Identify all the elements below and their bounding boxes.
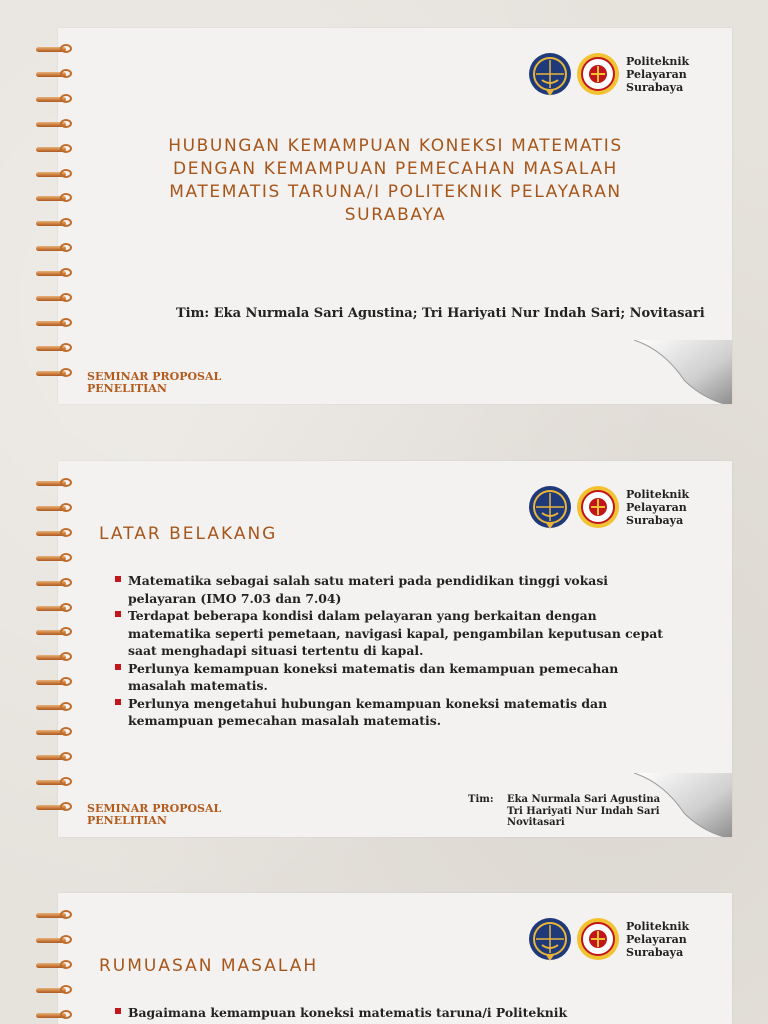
- seminar-line1: SEMINAR PROPOSAL: [87, 370, 222, 383]
- team-member-1: Eka Nurmala Sari Agustina: [507, 794, 661, 805]
- binding-ring-icon: [36, 478, 78, 488]
- team-member-3: Novitasari: [507, 817, 565, 828]
- binding-ring-icon: [36, 627, 78, 637]
- institution-logos: [528, 485, 689, 529]
- institution-name: [626, 920, 689, 959]
- binding-ring-icon: [36, 503, 78, 513]
- binding-ring-icon: [36, 293, 78, 303]
- polytechnic-logo-icon: [576, 917, 620, 961]
- binding-ring-icon: [36, 1010, 78, 1020]
- binding-ring-icon: [36, 193, 78, 203]
- ministry-logo-icon: [528, 52, 572, 96]
- slide-1: [58, 28, 732, 404]
- institution-logos: [528, 917, 689, 961]
- binding-ring-icon: [36, 119, 78, 129]
- institution-name: [626, 488, 689, 527]
- binding-ring-icon: [36, 727, 78, 737]
- binding-ring-icon: [36, 169, 78, 179]
- bullet-square-icon: [115, 576, 121, 582]
- list-item: [114, 1004, 674, 1022]
- binding-ring-icon: [36, 777, 78, 787]
- institution-line3: Surabaya: [626, 513, 684, 527]
- list-item: [114, 695, 674, 730]
- list-item: [114, 607, 674, 660]
- binding-ring-icon: [36, 553, 78, 563]
- binding-ring-icon: [36, 578, 78, 588]
- seminar-line2: PENELITIAN: [87, 382, 167, 395]
- binding-ring-icon: [36, 752, 78, 762]
- spiral-binding-slide-3: [36, 910, 86, 1024]
- bullet-list: [114, 572, 674, 730]
- institution-line2: Pelayaran: [626, 500, 687, 514]
- slide-2: [58, 461, 732, 837]
- binding-ring-icon: [36, 94, 78, 104]
- bullet-text: Bagaimana kemampuan koneksi matematis taruna/i Politeknik: [128, 1005, 568, 1020]
- institution-line2: Pelayaran: [626, 67, 687, 81]
- binding-ring-icon: [36, 318, 78, 328]
- binding-ring-icon: [36, 343, 78, 353]
- page-curl-icon: [634, 340, 732, 404]
- binding-ring-icon: [36, 268, 78, 278]
- seminar-line1: SEMINAR PROPOSAL: [87, 802, 222, 815]
- list-item: [114, 660, 674, 695]
- binding-ring-icon: [36, 802, 78, 812]
- seminar-line2: PENELITIAN: [87, 814, 167, 827]
- title-line-2: DENGAN KEMAMPUAN PEMECAHAN MASALAH: [173, 159, 618, 179]
- team-authors: Tim: Eka Nurmala Sari Agustina; Tri Hariyati Nur Indah Sari; Novitasari: [176, 306, 705, 321]
- binding-ring-icon: [36, 702, 78, 712]
- bullet-square-icon: [115, 611, 121, 617]
- presentation-title: [128, 135, 663, 227]
- bullet-list: [114, 1004, 674, 1022]
- title-line-3: MATEMATIS TARUNA/I POLITEKNIK PELAYARAN: [169, 182, 622, 202]
- institution-line3: Surabaya: [626, 80, 684, 94]
- bullet-square-icon: [115, 1008, 121, 1014]
- institution-line1: Politeknik: [626, 487, 690, 501]
- institution-logos: [528, 52, 689, 96]
- binding-ring-icon: [36, 985, 78, 995]
- section-heading: RUMUASAN MASALAH: [99, 956, 319, 976]
- binding-ring-icon: [36, 69, 78, 79]
- bullet-text: Matematika sebagai salah satu materi pada pendidikan tinggi vokasi pelayaran (IMO 7.03 dan 7.04): [128, 573, 608, 606]
- institution-line2: Pelayaran: [626, 932, 687, 946]
- section-heading: LATAR BELAKANG: [99, 524, 278, 544]
- list-item: [114, 572, 674, 607]
- institution-line1: Politeknik: [626, 919, 690, 933]
- binding-ring-icon: [36, 528, 78, 538]
- bullet-text: Perlunya mengetahui hubungan kemampuan koneksi matematis dan kemampuan pemecahan masalah matematis.: [128, 695, 608, 728]
- institution-line1: Politeknik: [626, 54, 690, 68]
- binding-ring-icon: [36, 218, 78, 228]
- binding-ring-icon: [36, 603, 78, 613]
- institution-line3: Surabaya: [626, 945, 684, 959]
- binding-ring-icon: [36, 935, 78, 945]
- binding-ring-icon: [36, 677, 78, 687]
- ministry-logo-icon: [528, 917, 572, 961]
- page-curl-icon: [634, 773, 732, 837]
- slide-3: [58, 893, 732, 1024]
- title-line-1: HUBUNGAN KEMAMPUAN KONEKSI MATEMATIS: [168, 136, 623, 156]
- binding-ring-icon: [36, 652, 78, 662]
- team-member-2: Tri Hariyati Nur Indah Sari: [507, 805, 660, 817]
- bullet-square-icon: [115, 699, 121, 705]
- binding-ring-icon: [36, 44, 78, 54]
- bullet-text: Terdapat beberapa kondisi dalam pelayaran yang berkaitan dengan matematika seperti pemetaan, navigasi kapal, pengambilan keputusan cepat saat menghadapi situasi tertentu di kapal.: [128, 608, 663, 658]
- spiral-binding-slide-1: [36, 44, 86, 384]
- binding-ring-icon: [36, 144, 78, 154]
- binding-ring-icon: [36, 960, 78, 970]
- binding-ring-icon: [36, 368, 78, 378]
- spiral-binding-slide-2: [36, 478, 86, 818]
- polytechnic-logo-icon: [576, 52, 620, 96]
- title-line-4: SURABAYA: [344, 205, 447, 225]
- seminar-label: [87, 803, 221, 827]
- polytechnic-logo-icon: [576, 485, 620, 529]
- bullet-square-icon: [115, 664, 121, 670]
- ministry-logo-icon: [528, 485, 572, 529]
- team-label: Tim:: [468, 794, 494, 805]
- seminar-label: [87, 371, 221, 395]
- binding-ring-icon: [36, 910, 78, 920]
- binding-ring-icon: [36, 243, 78, 253]
- bullet-text: Perlunya kemampuan koneksi matematis dan kemampuan pemecahan masalah matematis.: [128, 660, 619, 693]
- team-members-block: [468, 794, 660, 829]
- institution-name: [626, 55, 689, 94]
